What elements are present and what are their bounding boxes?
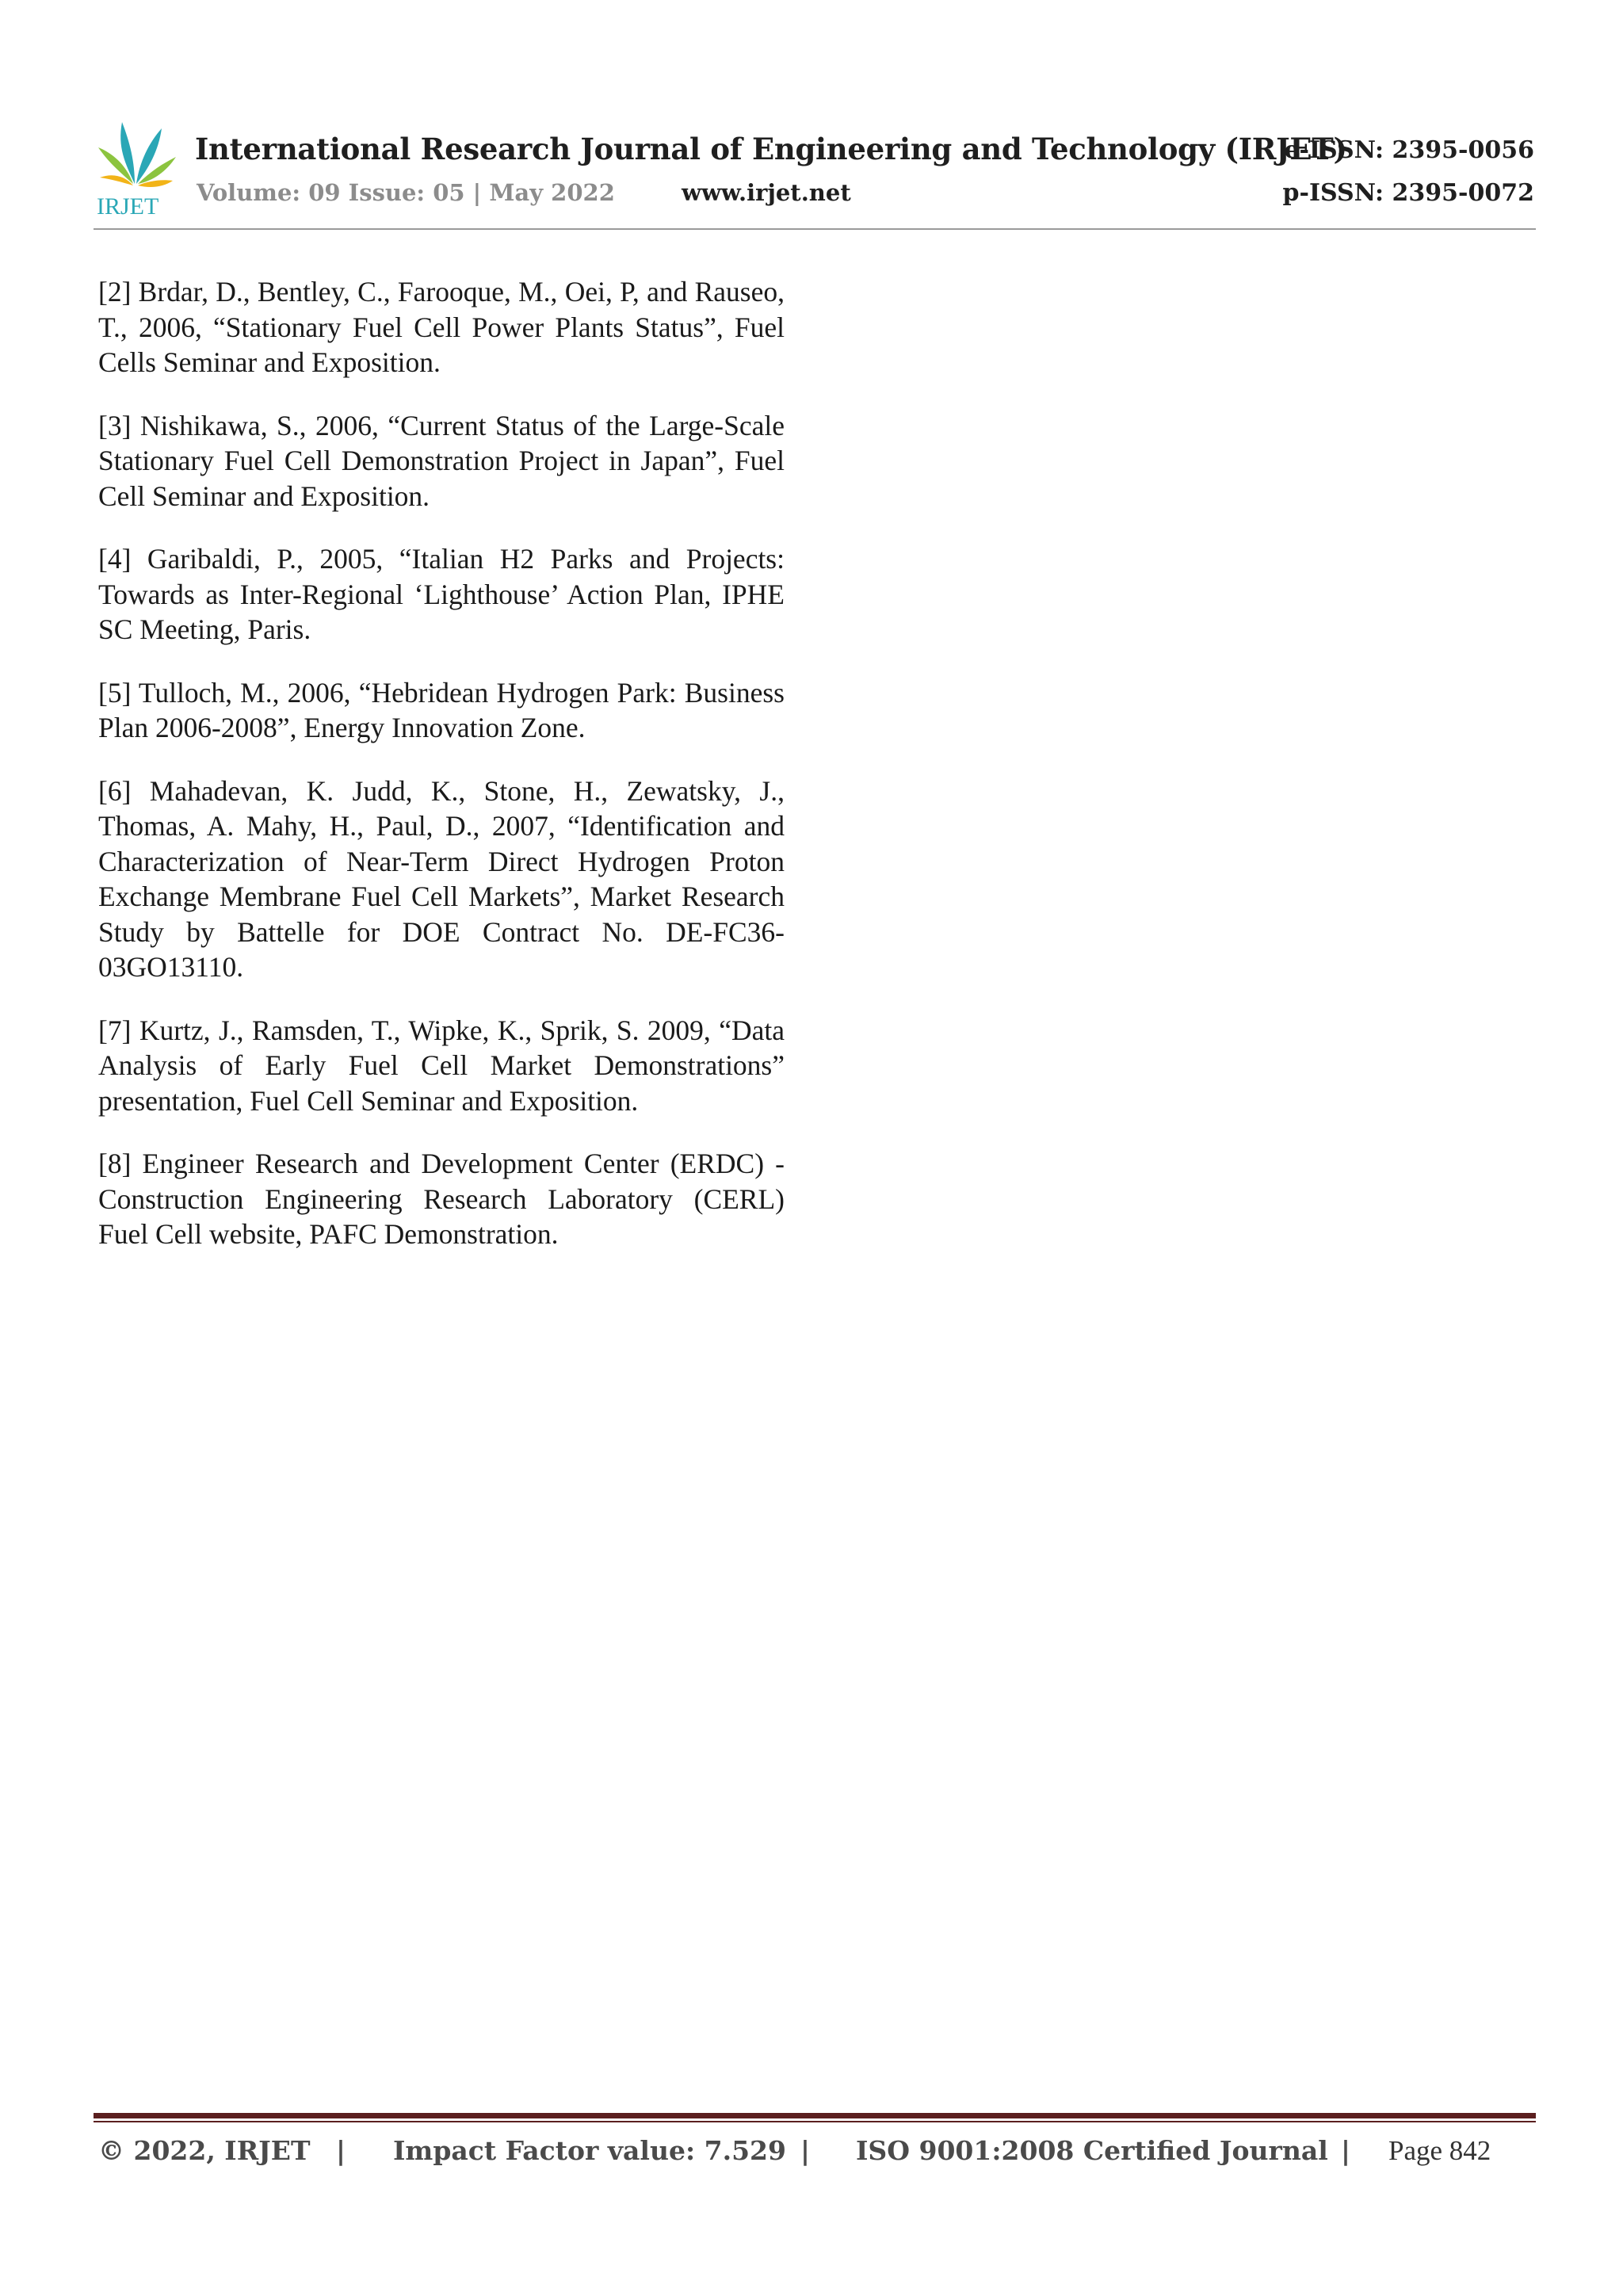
footer-copyright: © 2022, IRJET	[98, 2135, 311, 2166]
footer-divider	[94, 2113, 1536, 2118]
reference-item: [3] Nishikawa, S., 2006, “Current Status of the Large-Scale Stationary Fuel Cell Demonstration Project in Japan”, Fuel Cell Seminar and Exposition.	[98, 409, 785, 512]
p-issn: p-ISSN: 2395-0072	[1282, 179, 1534, 207]
journal-website[interactable]: www.irjet.net	[682, 179, 851, 206]
references-list	[98, 274, 785, 1280]
reference-item: [2] Brdar, D., Bentley, C., Farooque, M., Oei, P, and Rauseo, T., 2006, “Stationary Fuel Cell Power Plants Status”, Fuel Cells Seminar and Exposition.	[98, 276, 785, 378]
footer-separator: |	[1341, 2135, 1351, 2166]
reference-item: [4] Garibaldi, P., 2005, “Italian H2 Parks and Projects: Towards as Inter-Regional ‘Lighthouse’ Action Plan, IPHE SC Meeting, Paris.	[98, 543, 785, 645]
irjet-leaf-icon	[94, 116, 179, 217]
reference-item: [7] Kurtz, J., Ramsden, T., Wipke, K., Sprik, S. 2009, “Data Analysis of Early Fuel Cell Market Demonstrations” presentation, Fuel Cell Seminar and Exposition.	[98, 1014, 785, 1117]
footer-separator: |	[800, 2135, 811, 2166]
irjet-logo	[94, 116, 179, 217]
header-divider	[94, 228, 1536, 230]
footer-divider-thin	[94, 2121, 1536, 2122]
reference-item: [5] Tulloch, M., 2006, “Hebridean Hydrogen Park: Business Plan 2006-2008”, Energy Innovation Zone.	[98, 676, 785, 743]
page-number: Page 842	[1388, 2135, 1491, 2166]
reference-item: [6] Mahadevan, K. Judd, K., Stone, H., Zewatsky, J., Thomas, A. Mahy, H., Paul, D., 2007, “Identification and Characterization of Near-Term Direct Hydrogen Proton Exchange Membrane Fuel Cell Markets”, Market Research Study by Battelle for DOE Contract No. DE-FC36-03GO13110.	[98, 774, 785, 983]
volume-info: Volume: 09 Issue: 05 | May 2022	[197, 179, 615, 206]
journal-title: International Research Journal of Engineering and Technology (IRJET)	[195, 132, 1347, 166]
page-header	[94, 111, 1534, 228]
reference-item: [8] Engineer Research and Development Center (ERDC) - Construction Engineering Research Laboratory (CERL) Fuel Cell website, PAFC Demonstration.	[98, 1148, 785, 1250]
e-issn: e-ISSN: 2395-0056	[1284, 136, 1534, 164]
footer-impact-factor: Impact Factor value: 7.529	[393, 2135, 786, 2166]
logo-text: IRJET	[97, 193, 159, 217]
page-footer	[98, 2135, 1509, 2175]
footer-separator: |	[336, 2135, 346, 2166]
footer-iso: ISO 9001:2008 Certified Journal	[856, 2135, 1328, 2166]
